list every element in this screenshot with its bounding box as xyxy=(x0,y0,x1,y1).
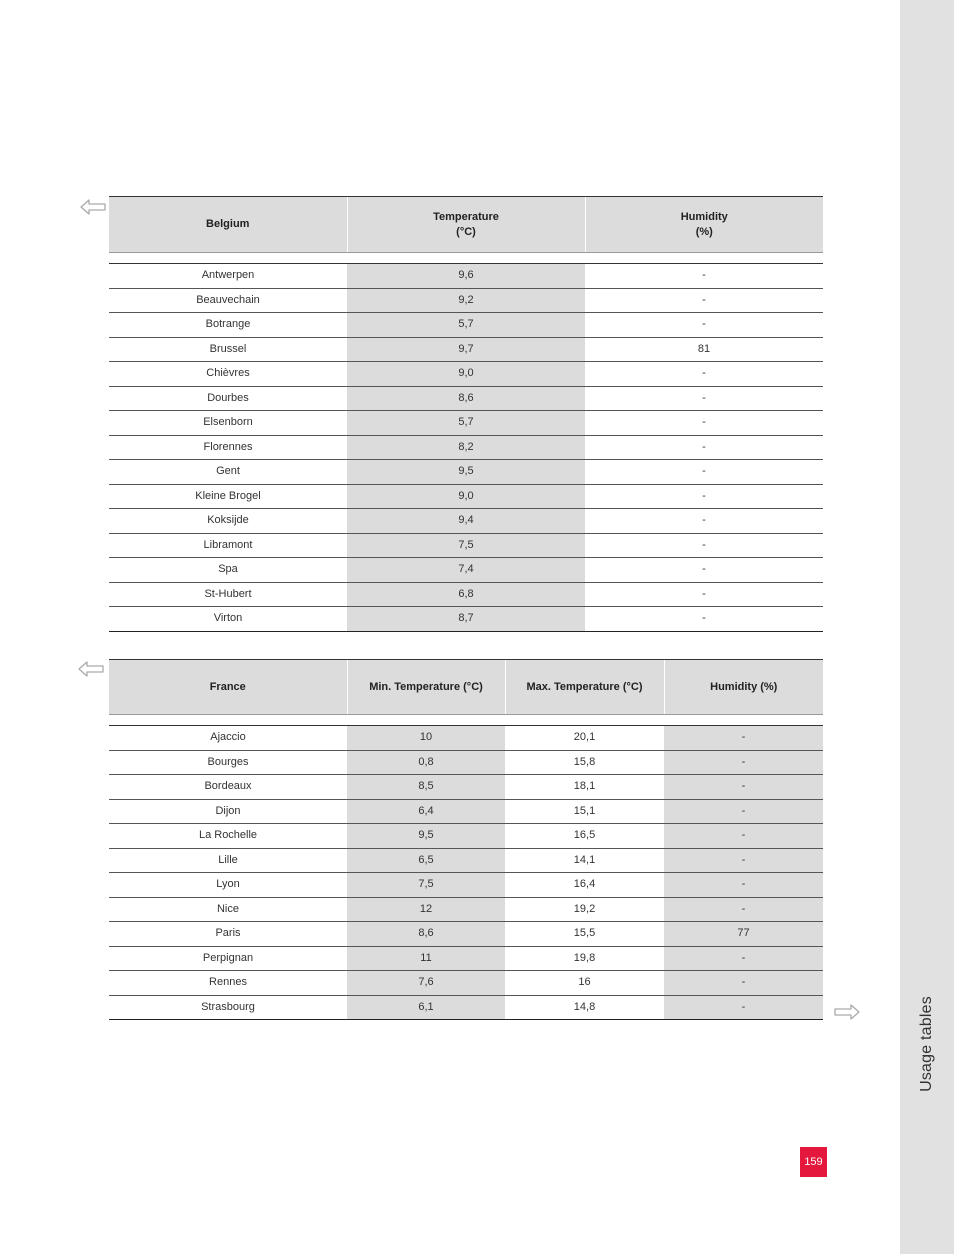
station-name-cell: Gent xyxy=(109,460,347,485)
header-line: Humidity xyxy=(680,210,728,223)
value-cell: 6,8 xyxy=(347,582,585,607)
value-cell: 20,1 xyxy=(505,726,664,751)
col-header-max-temperature: Max. Temperature (°C) xyxy=(505,660,664,715)
value-cell: 81 xyxy=(585,337,823,362)
table-row xyxy=(109,995,823,1020)
right-arrow-outline-icon[interactable] xyxy=(834,1003,860,1021)
table-row xyxy=(109,726,823,751)
station-name-cell: Virton xyxy=(109,607,347,632)
col-header-humidity xyxy=(585,197,823,253)
station-name-cell: Brussel xyxy=(109,337,347,362)
value-cell: 7,5 xyxy=(347,873,505,898)
value-cell: - xyxy=(585,264,823,289)
left-arrow-outline-icon[interactable] xyxy=(80,198,106,216)
table-row xyxy=(109,484,823,509)
value-cell: 18,1 xyxy=(505,775,664,800)
table-row xyxy=(109,509,823,534)
value-cell: - xyxy=(664,971,823,996)
station-name-cell: Ajaccio xyxy=(109,726,347,751)
value-cell: 15,1 xyxy=(505,799,664,824)
value-cell: - xyxy=(585,533,823,558)
station-name-cell: Bourges xyxy=(109,750,347,775)
value-cell: 15,8 xyxy=(505,750,664,775)
station-name-cell: Dijon xyxy=(109,799,347,824)
table-row xyxy=(109,775,823,800)
table-row xyxy=(109,922,823,947)
value-cell: 16,4 xyxy=(505,873,664,898)
value-cell: - xyxy=(664,775,823,800)
value-cell: 16 xyxy=(505,971,664,996)
header-line: Temperature xyxy=(433,210,499,223)
section-title: Usage tables xyxy=(918,996,935,1092)
value-cell: 19,8 xyxy=(505,946,664,971)
value-cell: - xyxy=(585,558,823,583)
table-row xyxy=(109,848,823,873)
value-cell: 5,7 xyxy=(347,313,585,338)
header-unit: (%) xyxy=(695,225,713,238)
station-name-cell: Dourbes xyxy=(109,386,347,411)
value-cell: 8,5 xyxy=(347,775,505,800)
table-row xyxy=(109,824,823,849)
table-row xyxy=(109,264,823,289)
value-cell: 8,7 xyxy=(347,607,585,632)
value-cell: - xyxy=(585,509,823,534)
station-name-cell: La Rochelle xyxy=(109,824,347,849)
col-header-min-temperature: Min. Temperature (°C) xyxy=(347,660,505,715)
value-cell: - xyxy=(664,897,823,922)
table-row xyxy=(109,337,823,362)
station-name-cell: Florennes xyxy=(109,435,347,460)
station-name-cell: Paris xyxy=(109,922,347,947)
value-cell: 7,6 xyxy=(347,971,505,996)
station-name-cell: Strasbourg xyxy=(109,995,347,1020)
station-name-cell: St-Hubert xyxy=(109,582,347,607)
station-name-cell: Perpignan xyxy=(109,946,347,971)
table-row xyxy=(109,799,823,824)
value-cell: 7,4 xyxy=(347,558,585,583)
table-row xyxy=(109,971,823,996)
value-cell: - xyxy=(585,288,823,313)
station-name-cell: Kleine Brogel xyxy=(109,484,347,509)
value-cell: 8,6 xyxy=(347,922,505,947)
value-cell: - xyxy=(585,411,823,436)
value-cell: 8,2 xyxy=(347,435,585,460)
col-header-temperature xyxy=(347,197,585,253)
col-header-station: Belgium xyxy=(109,197,347,253)
col-header-humidity: Humidity (%) xyxy=(664,660,823,715)
value-cell: 0,8 xyxy=(347,750,505,775)
table-row xyxy=(109,558,823,583)
value-cell: - xyxy=(664,995,823,1020)
station-name-cell: Beauvechain xyxy=(109,288,347,313)
value-cell: 9,0 xyxy=(347,484,585,509)
value-cell: 14,1 xyxy=(505,848,664,873)
value-cell: - xyxy=(664,946,823,971)
station-name-cell: Bordeaux xyxy=(109,775,347,800)
table-row xyxy=(109,362,823,387)
value-cell: 9,5 xyxy=(347,460,585,485)
spacer-row xyxy=(109,715,823,726)
station-name-cell: Nice xyxy=(109,897,347,922)
table-row xyxy=(109,533,823,558)
col-header-station: France xyxy=(109,660,347,715)
spacer-row xyxy=(109,253,823,264)
france-table xyxy=(109,659,823,1020)
station-name-cell: Rennes xyxy=(109,971,347,996)
station-name-cell: Elsenborn xyxy=(109,411,347,436)
table-row xyxy=(109,582,823,607)
belgium-table xyxy=(109,196,823,632)
station-name-cell: Lille xyxy=(109,848,347,873)
value-cell: - xyxy=(585,460,823,485)
left-arrow-outline-icon[interactable] xyxy=(78,660,104,678)
value-cell: 12 xyxy=(347,897,505,922)
table-row xyxy=(109,435,823,460)
table-row xyxy=(109,288,823,313)
value-cell: - xyxy=(585,607,823,632)
value-cell: 9,7 xyxy=(347,337,585,362)
station-name-cell: Libramont xyxy=(109,533,347,558)
value-cell: 16,5 xyxy=(505,824,664,849)
station-name-cell: Botrange xyxy=(109,313,347,338)
table-row xyxy=(109,411,823,436)
table-row xyxy=(109,313,823,338)
value-cell: 9,5 xyxy=(347,824,505,849)
station-name-cell: Spa xyxy=(109,558,347,583)
station-name-cell: Lyon xyxy=(109,873,347,898)
value-cell: 19,2 xyxy=(505,897,664,922)
value-cell: - xyxy=(585,484,823,509)
value-cell: - xyxy=(585,582,823,607)
value-cell: - xyxy=(585,313,823,338)
table-row xyxy=(109,873,823,898)
table-row xyxy=(109,750,823,775)
value-cell: 11 xyxy=(347,946,505,971)
value-cell: 6,1 xyxy=(347,995,505,1020)
value-cell: 9,0 xyxy=(347,362,585,387)
value-cell: 6,4 xyxy=(347,799,505,824)
value-cell: 9,6 xyxy=(347,264,585,289)
value-cell: 6,5 xyxy=(347,848,505,873)
value-cell: - xyxy=(664,726,823,751)
value-cell: - xyxy=(664,799,823,824)
page-number: 159 xyxy=(800,1147,827,1177)
value-cell: 7,5 xyxy=(347,533,585,558)
value-cell: 14,8 xyxy=(505,995,664,1020)
value-cell: 77 xyxy=(664,922,823,947)
value-cell: - xyxy=(664,873,823,898)
value-cell: - xyxy=(585,386,823,411)
value-cell: - xyxy=(585,362,823,387)
table-row xyxy=(109,386,823,411)
value-cell: 5,7 xyxy=(347,411,585,436)
value-cell: 8,6 xyxy=(347,386,585,411)
table-row xyxy=(109,946,823,971)
value-cell: 9,2 xyxy=(347,288,585,313)
value-cell: 10 xyxy=(347,726,505,751)
value-cell: - xyxy=(664,824,823,849)
value-cell: - xyxy=(585,435,823,460)
station-name-cell: Chièvres xyxy=(109,362,347,387)
station-name-cell: Koksijde xyxy=(109,509,347,534)
station-name-cell: Antwerpen xyxy=(109,264,347,289)
value-cell: - xyxy=(664,750,823,775)
table-row xyxy=(109,897,823,922)
value-cell: 9,4 xyxy=(347,509,585,534)
header-unit: (°C) xyxy=(456,225,476,238)
table-row xyxy=(109,607,823,632)
value-cell: 15,5 xyxy=(505,922,664,947)
value-cell: - xyxy=(664,848,823,873)
table-row xyxy=(109,460,823,485)
